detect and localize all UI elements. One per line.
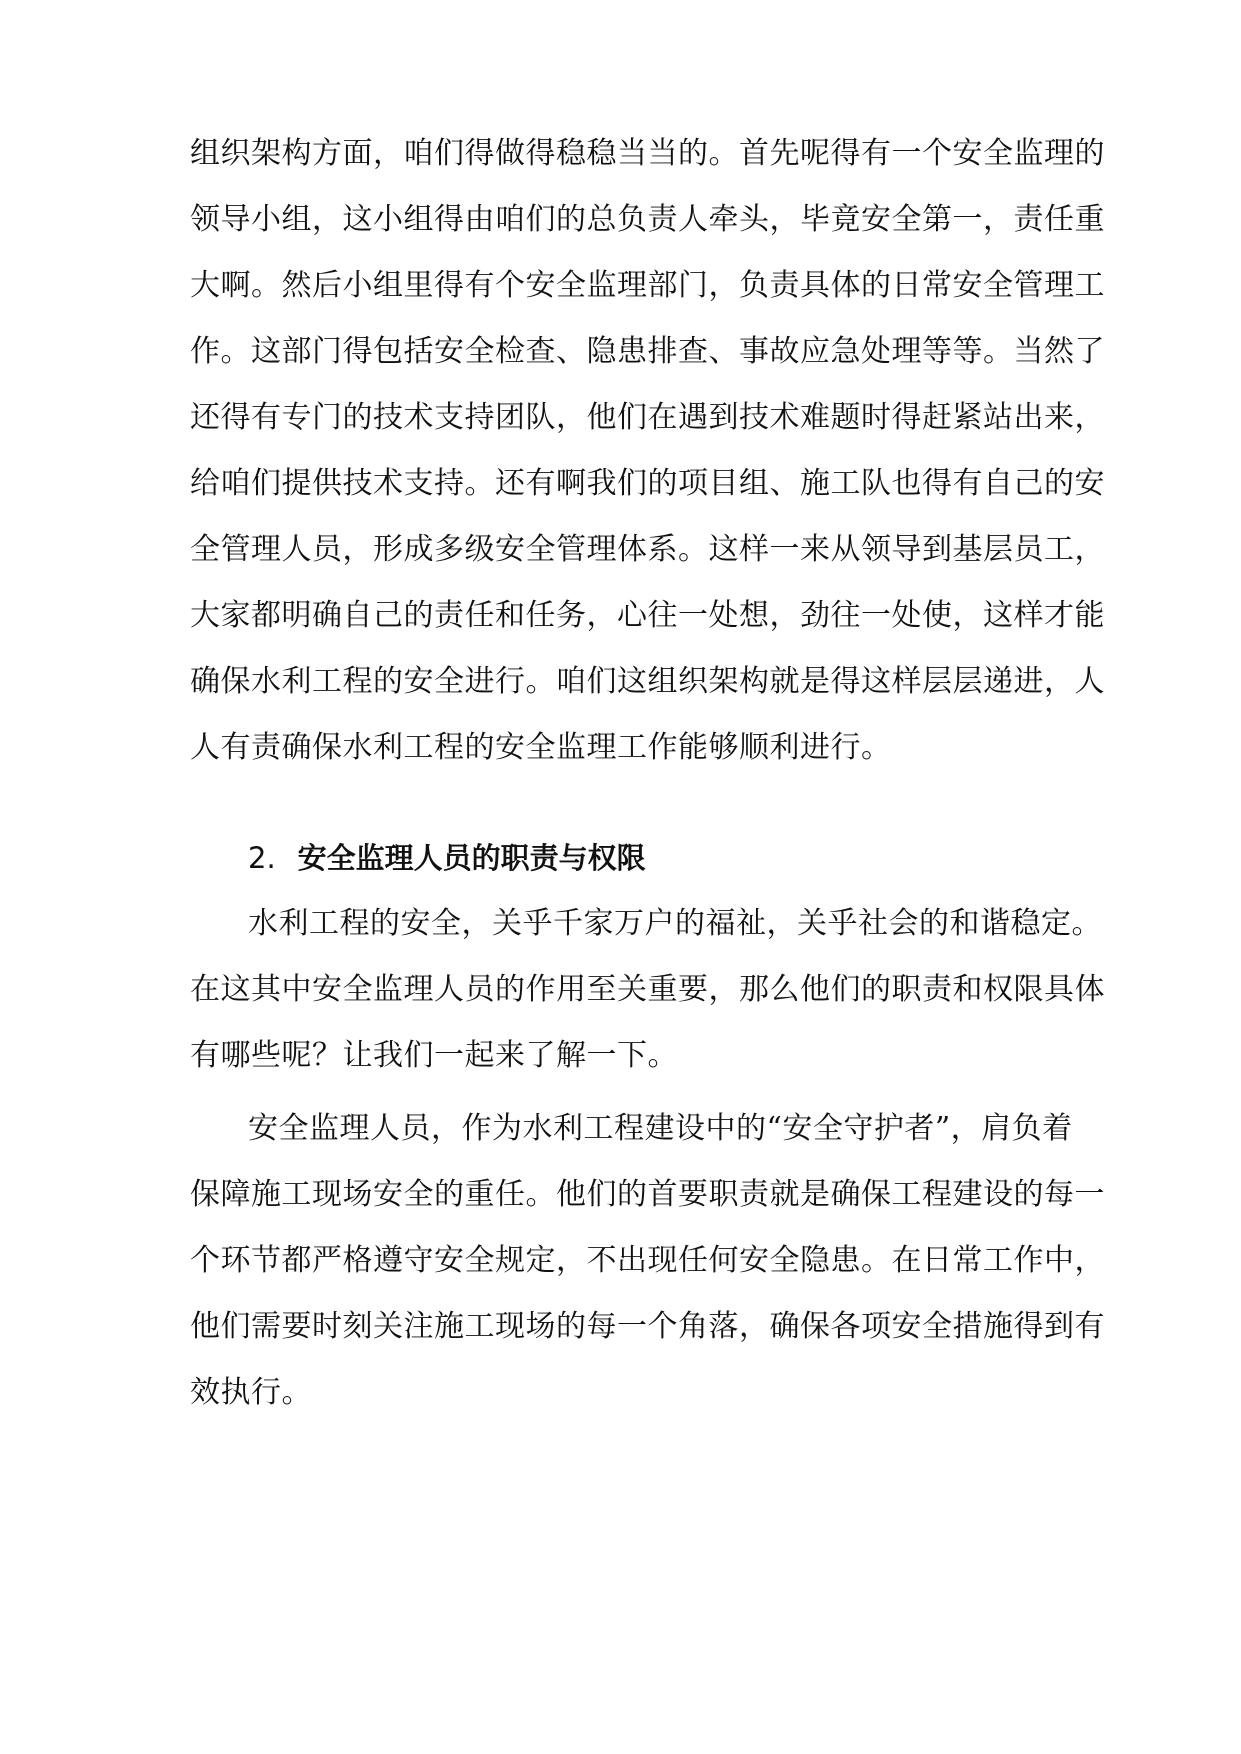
paragraph-line: 领导小组，这小组得由咱们的总负责人牵头，毕竟安全第一，责任重: [190, 202, 1105, 237]
paragraph-line: 作。这部门得包括安全检查、隐患排查、事故应急处理等等。当然了: [190, 334, 1105, 369]
paragraph-line: 确保水利工程的安全进行。咱们这组织架构就是得这样层层递进，人: [190, 664, 1105, 699]
paragraph-line: 保障施工现场安全的重任。他们的首要职责就是确保工程建设的每一: [190, 1177, 1105, 1212]
paragraph-line: 人有责确保水利工程的安全监理工作能够顺利进行。: [190, 730, 892, 765]
paragraph-line: 大啊。然后小组里得有个安全监理部门，负责具体的日常安全管理工: [190, 268, 1105, 303]
paragraph-line: 给咱们提供技术支持。还有啊我们的项目组、施工队也得有自己的安: [190, 466, 1105, 501]
document-page: [190, 0, 1105, 1754]
paragraph-line: 个环节都严格遵守安全规定，不出现任何安全隐患。在日常工作中，: [190, 1243, 1105, 1278]
section-title: 安全监理人员的职责与权限: [297, 841, 646, 875]
section-number: 2.: [248, 841, 276, 875]
paragraph-line: 大家都明确自己的责任和任务，心往一处想，劲往一处使，这样才能: [190, 598, 1105, 633]
paragraph-line: 效执行。: [190, 1375, 312, 1410]
paragraph-line: 安全监理人员，作为水利工程建设中的“安全守护者”，肩负着: [248, 1111, 1073, 1146]
paragraph-line: 全管理人员，形成多级安全管理体系。这样一来从领导到基层员工，: [190, 532, 1105, 567]
paragraph-line: 组织架构方面，咱们得做得稳稳当当的。首先呢得有一个安全监理的: [190, 136, 1105, 171]
paragraph-line: 在这其中安全监理人员的作用至关重要，那么他们的职责和权限具体: [190, 972, 1105, 1007]
paragraph-line: 有哪些呢？让我们一起来了解一下。: [190, 1038, 678, 1073]
paragraph-line: 水利工程的安全，关乎千家万户的福祉，关乎社会的和谐稳定。: [248, 906, 1102, 941]
paragraph-line: 还得有专门的技术支持团队，他们在遇到技术难题时得赶紧站出来，: [190, 400, 1105, 435]
section-heading: [248, 838, 646, 878]
paragraph-line: 他们需要时刻关注施工现场的每一个角落，确保各项安全措施得到有: [190, 1309, 1105, 1344]
